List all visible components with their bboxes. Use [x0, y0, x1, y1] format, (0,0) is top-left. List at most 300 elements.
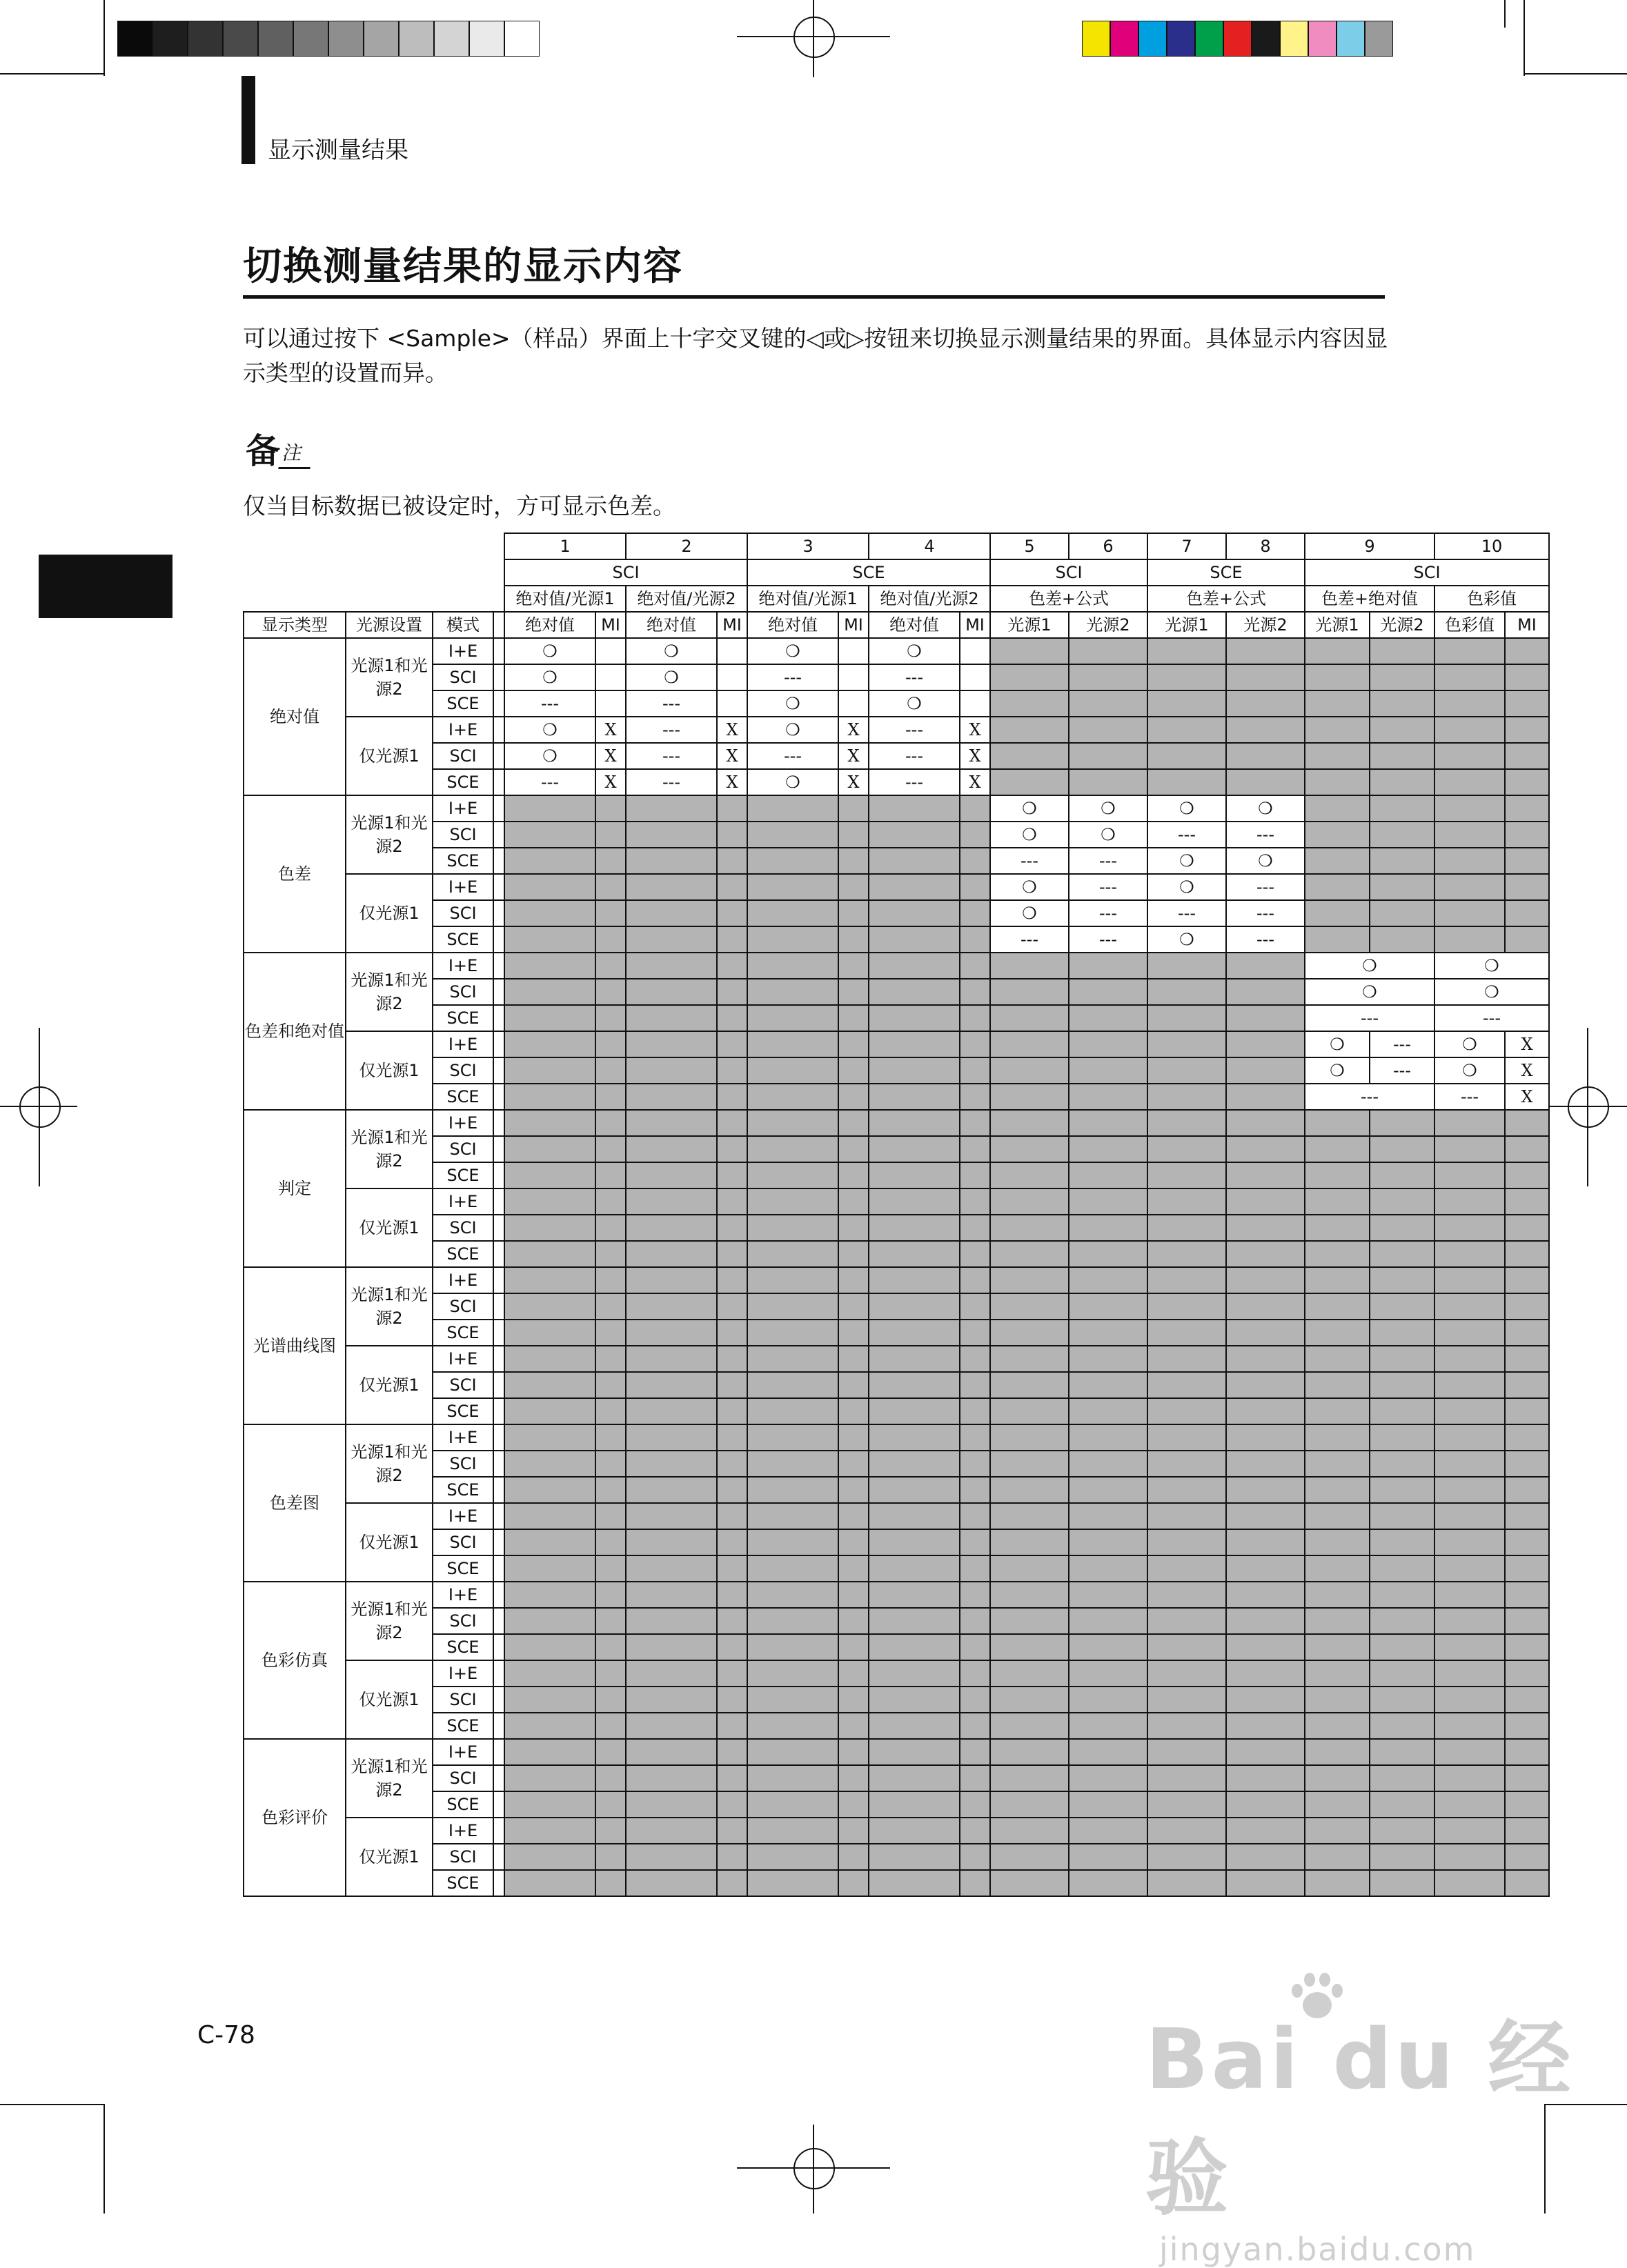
- gray-cell: [990, 1320, 1069, 1346]
- gray-cell: [838, 1031, 869, 1057]
- gray-cell: [1305, 717, 1370, 743]
- light-setting-cell: 仅光源1: [346, 1503, 433, 1582]
- gray-cell: [504, 1608, 595, 1634]
- mode-cell: SCE: [433, 1162, 493, 1188]
- gray-cell: [595, 1477, 626, 1503]
- table-row: [244, 743, 1549, 769]
- gray-cell: [869, 1529, 960, 1555]
- gray-cell: [1305, 1582, 1370, 1608]
- table-row: [244, 638, 1549, 664]
- gray-cell: [1305, 1818, 1370, 1844]
- gray-cell: [717, 1372, 747, 1398]
- gray-cell: [626, 1503, 717, 1529]
- gap-cell: [493, 1320, 504, 1346]
- memo-text: 仅当目标数据已被设定时，方可显示色差。: [243, 493, 676, 519]
- mode-cell: I+E: [433, 638, 493, 664]
- mark-no: ---: [1226, 874, 1305, 900]
- mode-cell: SCE: [433, 690, 493, 717]
- gray-cell: [1226, 1844, 1305, 1870]
- gray-cell: [626, 1608, 717, 1634]
- gray-cell: [1370, 1424, 1434, 1451]
- display-type-cell: 光谱曲线图: [244, 1267, 346, 1424]
- gray-cell: [1505, 1477, 1549, 1503]
- gray-cell: [1226, 1110, 1305, 1136]
- gray-cell: [747, 1188, 838, 1215]
- gray-cell: [1370, 1791, 1434, 1818]
- gray-cell: [1434, 1529, 1505, 1555]
- gray-cell: [869, 1162, 960, 1188]
- gray-cell: [747, 1818, 838, 1844]
- gray-cell: [504, 1765, 595, 1791]
- gray-cell: [960, 1372, 990, 1398]
- gray-cell: [869, 1582, 960, 1608]
- mark-yes: ❍: [990, 874, 1069, 900]
- gray-cell: [504, 926, 595, 953]
- gray-cell: [1226, 1031, 1305, 1057]
- gray-cell: [1226, 638, 1305, 664]
- gray-cell: [1069, 1477, 1147, 1503]
- gray-cell: [1505, 1136, 1549, 1162]
- gray-cell: [1305, 1267, 1370, 1293]
- gray-cell: [1505, 1372, 1549, 1398]
- gray-cell: [717, 1031, 747, 1057]
- gray-cell: [1370, 1162, 1434, 1188]
- gray-cell: [504, 1005, 595, 1031]
- gray-cell: [960, 1739, 990, 1765]
- gray-cell: [717, 848, 747, 874]
- gray-cell: [595, 795, 626, 822]
- gray-cell: [595, 1608, 626, 1634]
- col-subheader: MI: [960, 612, 990, 638]
- mark-x: X: [1505, 1084, 1549, 1110]
- gap-cell: [493, 1529, 504, 1555]
- gray-cell: [1305, 1660, 1370, 1687]
- mode-cell: SCE: [433, 1084, 493, 1110]
- gray-cell: [1226, 1162, 1305, 1188]
- gray-cell: [960, 1162, 990, 1188]
- gray-cell: [1370, 1844, 1434, 1870]
- gap-cell: [493, 1136, 504, 1162]
- mark-no: ---: [626, 717, 717, 743]
- gray-cell: [990, 1188, 1069, 1215]
- gray-cell: [869, 1398, 960, 1424]
- mark-no: ---: [1305, 1005, 1434, 1031]
- gray-cell: [990, 1870, 1069, 1896]
- gray-cell: [1226, 1451, 1305, 1477]
- gray-cell: [1147, 1844, 1226, 1870]
- gray-cell: [869, 1503, 960, 1529]
- gray-cell: [838, 1267, 869, 1293]
- gray-cell: [1434, 638, 1505, 664]
- gray-cell: [626, 1398, 717, 1424]
- gray-cell: [747, 1241, 838, 1267]
- mark-no: ---: [1370, 1057, 1434, 1084]
- gray-cell: [1069, 1241, 1147, 1267]
- gray-cell: [990, 1162, 1069, 1188]
- gray-cell: [838, 900, 869, 926]
- col-number: 1: [504, 533, 626, 559]
- gray-cell: [747, 848, 838, 874]
- table-row: [244, 1084, 1549, 1110]
- mode-cell: SCI: [433, 743, 493, 769]
- gray-cell: [990, 1110, 1069, 1136]
- gray-cell: [960, 979, 990, 1005]
- gray-cell: [1147, 1084, 1226, 1110]
- gray-cell: [1370, 795, 1434, 822]
- gray-cell: [1370, 900, 1434, 926]
- gray-cell: [1434, 1267, 1505, 1293]
- mode-cell: SCE: [433, 769, 493, 795]
- gap-cell: [493, 1162, 504, 1188]
- gray-cell: [1370, 1634, 1434, 1660]
- gray-cell: [1434, 1215, 1505, 1241]
- gray-cell: [595, 822, 626, 848]
- gray-cell: [869, 953, 960, 979]
- mark-no: ---: [869, 717, 960, 743]
- table-row: [244, 586, 1549, 612]
- gray-cell: [504, 1162, 595, 1188]
- gray-cell: [1147, 1555, 1226, 1582]
- gray-cell: [1505, 795, 1549, 822]
- col-group: 色差+绝对值: [1305, 586, 1434, 612]
- empty-cell: [838, 638, 869, 664]
- gray-cell: [1069, 1057, 1147, 1084]
- gray-cell: [1505, 1870, 1549, 1896]
- gray-cell: [1370, 717, 1434, 743]
- gray-cell: [504, 1451, 595, 1477]
- gray-cell: [990, 717, 1069, 743]
- gray-cell: [1505, 1529, 1549, 1555]
- gray-cell: [960, 926, 990, 953]
- gray-cell: [1370, 664, 1434, 690]
- gray-cell: [1069, 1818, 1147, 1844]
- mode-cell: I+E: [433, 795, 493, 822]
- col-subheader: 绝对值: [504, 612, 595, 638]
- col-number: 8: [1226, 533, 1305, 559]
- gray-cell: [869, 1791, 960, 1818]
- gray-cell: [1505, 638, 1549, 664]
- gray-cell: [1370, 1870, 1434, 1896]
- gray-cell: [747, 1398, 838, 1424]
- col-mode: SCE: [747, 559, 990, 586]
- gray-cell: [990, 664, 1069, 690]
- gray-cell: [595, 1084, 626, 1110]
- gray-cell: [504, 1529, 595, 1555]
- gray-cell: [869, 1634, 960, 1660]
- gray-cell: [595, 1398, 626, 1424]
- gray-cell: [960, 1529, 990, 1555]
- mark-yes: ❍: [504, 717, 595, 743]
- gray-cell: [869, 979, 960, 1005]
- table-row: [244, 1136, 1549, 1162]
- gray-cell: [1226, 1293, 1305, 1320]
- gray-cell: [990, 1818, 1069, 1844]
- col-number: 9: [1305, 533, 1434, 559]
- gray-cell: [1434, 1791, 1505, 1818]
- mark-yes: ❍: [747, 717, 838, 743]
- section-label: 显示测量结果: [268, 137, 408, 164]
- gray-cell: [1505, 1398, 1549, 1424]
- gray-cell: [838, 822, 869, 848]
- gray-cell: [960, 822, 990, 848]
- gray-cell: [626, 1005, 717, 1031]
- gray-cell: [595, 926, 626, 953]
- mark-no: ---: [1147, 822, 1226, 848]
- gray-cell: [595, 1844, 626, 1870]
- gray-cell: [1505, 848, 1549, 874]
- gray-cell: [990, 1005, 1069, 1031]
- gray-cell: [1434, 1136, 1505, 1162]
- gray-cell: [626, 1687, 717, 1713]
- gray-cell: [747, 1555, 838, 1582]
- gray-cell: [504, 1791, 595, 1818]
- gray-cell: [960, 1765, 990, 1791]
- table-row: [244, 1241, 1549, 1267]
- gray-cell: [960, 1791, 990, 1818]
- gray-cell: [960, 1503, 990, 1529]
- gray-cell: [504, 1634, 595, 1660]
- col-subheader: 色彩值: [1434, 612, 1505, 638]
- gray-cell: [595, 979, 626, 1005]
- mode-cell: SCE: [433, 1870, 493, 1896]
- mark-yes: ❍: [504, 743, 595, 769]
- gray-cell: [1305, 926, 1370, 953]
- display-type-cell: 色彩仿真: [244, 1582, 346, 1739]
- gray-cell: [504, 1582, 595, 1608]
- gray-cell: [1305, 1634, 1370, 1660]
- col-mode: SCI: [990, 559, 1147, 586]
- gray-cell: [595, 1765, 626, 1791]
- gray-cell: [504, 874, 595, 900]
- gray-cell: [1069, 1346, 1147, 1372]
- gray-cell: [595, 1582, 626, 1608]
- gray-cell: [1226, 1870, 1305, 1896]
- gray-cell: [1069, 1844, 1147, 1870]
- gray-cell: [595, 900, 626, 926]
- light-setting-cell: 仅光源1: [346, 1660, 433, 1739]
- gray-cell: [504, 1555, 595, 1582]
- gray-cell: [1069, 953, 1147, 979]
- gray-cell: [717, 822, 747, 848]
- gray-cell: [1505, 1713, 1549, 1739]
- mode-cell: I+E: [433, 1582, 493, 1608]
- gray-cell: [869, 1372, 960, 1398]
- gray-cell: [990, 1608, 1069, 1634]
- empty-cell: [838, 664, 869, 690]
- gray-cell: [1434, 1765, 1505, 1791]
- gray-cell: [838, 1241, 869, 1267]
- gray-cell: [595, 1660, 626, 1687]
- gray-cell: [717, 1346, 747, 1372]
- mark-no: ---: [990, 848, 1069, 874]
- gray-cell: [1370, 1398, 1434, 1424]
- gray-cell: [504, 1398, 595, 1424]
- gray-cell: [1226, 1791, 1305, 1818]
- mark-yes: ❍: [990, 822, 1069, 848]
- table-row: [244, 1818, 1549, 1844]
- gray-cell: [504, 1713, 595, 1739]
- gray-cell: [1505, 1188, 1549, 1215]
- light-setting-cell: 仅光源1: [346, 874, 433, 953]
- gray-cell: [1226, 1346, 1305, 1372]
- gray-cell: [1370, 1713, 1434, 1739]
- gray-cell: [838, 1529, 869, 1555]
- gray-cell: [869, 1215, 960, 1241]
- gray-cell: [1069, 1608, 1147, 1634]
- gray-cell: [838, 1791, 869, 1818]
- gray-cell: [595, 1791, 626, 1818]
- table-row: [244, 690, 1549, 717]
- gray-cell: [1147, 1110, 1226, 1136]
- gap-cell: [493, 1713, 504, 1739]
- gray-cell: [960, 1477, 990, 1503]
- gray-cell: [747, 1687, 838, 1713]
- gray-cell: [1147, 1870, 1226, 1896]
- gray-cell: [990, 1293, 1069, 1320]
- gray-cell: [747, 1110, 838, 1136]
- empty-cell: [717, 664, 747, 690]
- gray-cell: [626, 848, 717, 874]
- gap-cell: [493, 1608, 504, 1634]
- table-row: [244, 1477, 1549, 1503]
- gray-cell: [869, 1424, 960, 1451]
- gray-cell: [626, 953, 717, 979]
- gray-cell: [1305, 1503, 1370, 1529]
- gray-cell: [1147, 1398, 1226, 1424]
- mark-yes: ❍: [504, 664, 595, 690]
- mode-cell: I+E: [433, 717, 493, 743]
- gray-cell: [1434, 848, 1505, 874]
- table-row: [244, 1582, 1549, 1608]
- gray-cell: [717, 795, 747, 822]
- gray-cell: [1305, 874, 1370, 900]
- header-display-type: 显示类型: [244, 612, 346, 638]
- gray-cell: [960, 848, 990, 874]
- gray-cell: [1434, 1687, 1505, 1713]
- gray-cell: [1370, 1110, 1434, 1136]
- mode-cell: SCI: [433, 1765, 493, 1791]
- gray-cell: [1147, 1320, 1226, 1346]
- gray-cell: [626, 1320, 717, 1346]
- gap-cell: [493, 1110, 504, 1136]
- gray-cell: [960, 1293, 990, 1320]
- gray-cell: [1147, 1215, 1226, 1241]
- memo-small-char: 注: [278, 438, 317, 469]
- gray-cell: [990, 1713, 1069, 1739]
- gray-cell: [990, 1739, 1069, 1765]
- gray-cell: [1305, 1791, 1370, 1818]
- gray-cell: [595, 1241, 626, 1267]
- gray-cell: [960, 1267, 990, 1293]
- gray-cell: [960, 1713, 990, 1739]
- col-number: 10: [1434, 533, 1549, 559]
- gray-cell: [1505, 1791, 1549, 1818]
- gray-cell: [838, 1739, 869, 1765]
- gray-cell: [1226, 1424, 1305, 1451]
- gray-cell: [1069, 1687, 1147, 1713]
- col-subheader: 光源1: [990, 612, 1069, 638]
- gray-cell: [626, 1057, 717, 1084]
- gray-cell: [1305, 1110, 1370, 1136]
- gray-cell: [1434, 900, 1505, 926]
- mode-cell: SCI: [433, 979, 493, 1005]
- gray-cell: [717, 1555, 747, 1582]
- gray-cell: [869, 1031, 960, 1057]
- gray-cell: [504, 1503, 595, 1529]
- gray-cell: [1147, 953, 1226, 979]
- table-row: [244, 1713, 1549, 1739]
- gray-cell: [1505, 1739, 1549, 1765]
- table-row: [244, 926, 1549, 953]
- gray-cell: [838, 1424, 869, 1451]
- gray-cell: [1305, 848, 1370, 874]
- gray-cell: [717, 1215, 747, 1241]
- gray-cell: [1069, 1136, 1147, 1162]
- gray-cell: [1434, 1162, 1505, 1188]
- gap-cell: [493, 1634, 504, 1660]
- gray-cell: [838, 1398, 869, 1424]
- mark-no: ---: [1069, 848, 1147, 874]
- page-number: C-78: [197, 2021, 255, 2049]
- gray-cell: [747, 1451, 838, 1477]
- gray-cell: [1147, 1188, 1226, 1215]
- gray-cell: [1226, 1529, 1305, 1555]
- gray-cell: [960, 1320, 990, 1346]
- gray-cell: [747, 1162, 838, 1188]
- mark-yes: ❍: [747, 769, 838, 795]
- gray-cell: [1069, 1451, 1147, 1477]
- mode-cell: I+E: [433, 1739, 493, 1765]
- mark-no: ---: [626, 690, 717, 717]
- gray-cell: [717, 874, 747, 900]
- gray-cell: [626, 926, 717, 953]
- col-mode: SCI: [1305, 559, 1549, 586]
- gap-cell: [493, 1188, 504, 1215]
- gray-cell: [960, 1424, 990, 1451]
- gray-cell: [747, 1084, 838, 1110]
- gray-cell: [1226, 743, 1305, 769]
- gray-cell: [1434, 1634, 1505, 1660]
- watermark: [1145, 1993, 1627, 2268]
- mark-x: X: [838, 743, 869, 769]
- gray-cell: [1226, 1687, 1305, 1713]
- gray-cell: [1370, 848, 1434, 874]
- gray-cell: [504, 848, 595, 874]
- gray-cell: [595, 1424, 626, 1451]
- gray-cell: [869, 1241, 960, 1267]
- mode-cell: SCE: [433, 1791, 493, 1818]
- gray-cell: [1434, 769, 1505, 795]
- mark-x: X: [595, 743, 626, 769]
- gray-cell: [595, 1818, 626, 1844]
- gray-cell: [869, 1713, 960, 1739]
- gray-cell: [1226, 1739, 1305, 1765]
- gray-cell: [1370, 1293, 1434, 1320]
- gray-cell: [990, 979, 1069, 1005]
- mark-yes: ❍: [1147, 874, 1226, 900]
- col-number: 5: [990, 533, 1069, 559]
- gray-cell: [1069, 1398, 1147, 1424]
- mark-no: ---: [626, 769, 717, 795]
- color-calibration-bar: [1082, 21, 1393, 58]
- mark-no: ---: [1147, 900, 1226, 926]
- gray-cell: [626, 1162, 717, 1188]
- gray-cell: [1226, 1608, 1305, 1634]
- gray-cell: [626, 1713, 717, 1739]
- gap-cell: [493, 769, 504, 795]
- gray-cell: [869, 1320, 960, 1346]
- gray-cell: [717, 1084, 747, 1110]
